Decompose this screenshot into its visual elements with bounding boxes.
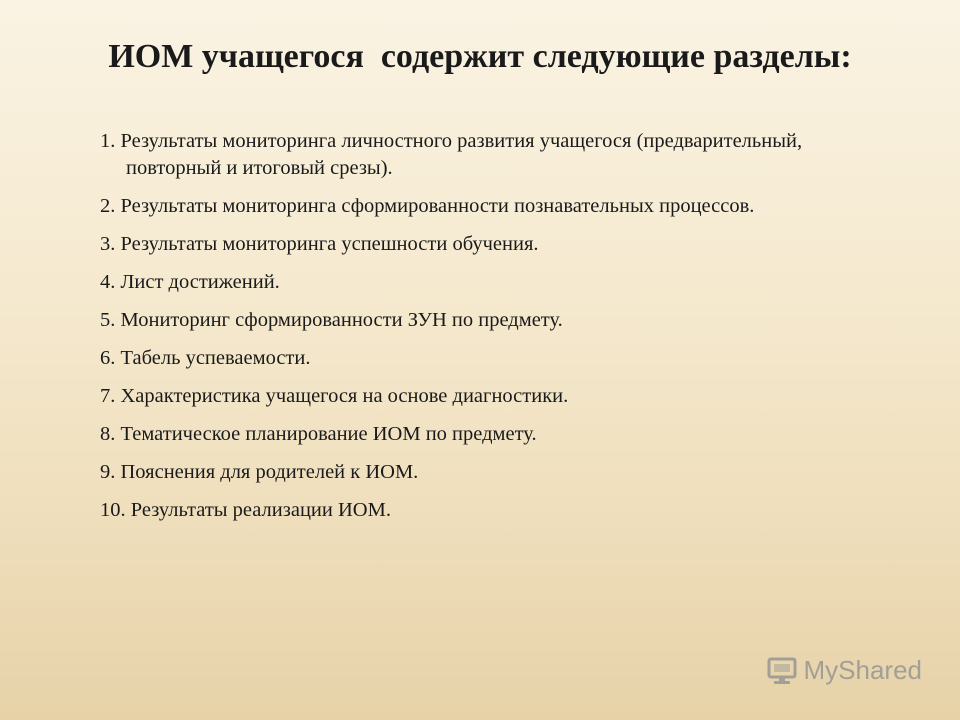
- list-item: 6. Табель успеваемости.: [100, 347, 311, 369]
- list-item: 10. Результаты реализации ИОМ.: [100, 499, 391, 521]
- list-item: 9. Пояснения для родителей к ИОМ.: [100, 461, 419, 483]
- list-item: 2. Результаты мониторинга сформированности познавательных процессов.: [100, 195, 755, 217]
- list-item: 1. Результаты мониторинга личностного развития учащегося (предварительный, повторный и итоговый срезы).: [100, 130, 803, 179]
- list-item: 5. Мониторинг сформированности ЗУН по предмету.: [100, 309, 563, 331]
- slide-title: ИОМ учащегося содержит следующие разделы:: [108, 38, 852, 75]
- watermark-text: MyShared: [803, 655, 922, 685]
- sections-list: [100, 128, 860, 535]
- list-item: 4. Лист достижений.: [100, 271, 280, 293]
- list-item: 3. Результаты мониторинга успешности обучения.: [100, 233, 539, 255]
- watermark[interactable]: [766, 655, 923, 686]
- list-item: 8. Тематическое планирование ИОМ по предмету.: [100, 423, 537, 445]
- list-item: 7. Характеристика учащегося на основе диагностики.: [100, 385, 569, 407]
- myshared-logo-icon: [766, 656, 798, 686]
